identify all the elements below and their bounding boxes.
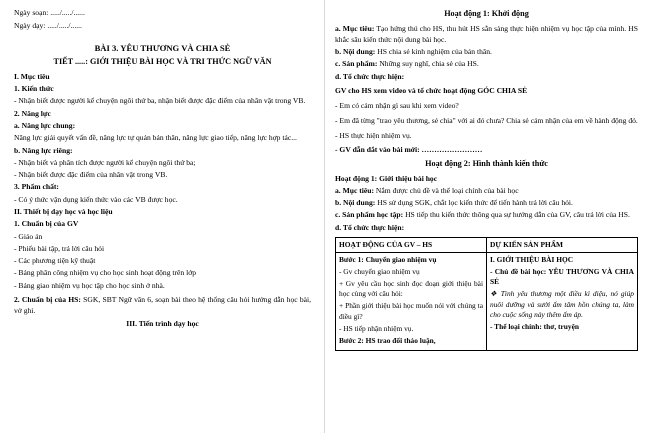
step1-heading: Bước 1: Chuyển giao nhiệm vụ (339, 254, 437, 264)
activity2-san-pham (335, 210, 638, 221)
product-line-3: - Thể loại chính: thơ, truyện (490, 322, 579, 332)
activity1-noi-dung (335, 47, 638, 58)
section-text-nang-luc-rieng-1: - Nhận biết và phân tích được người kể chuyện ngôi thứ ba; (14, 157, 196, 167)
table-row (336, 252, 638, 350)
section-heading-kien-thuc: 1. Kiến thức (14, 84, 54, 94)
activity2-title: Hoạt động 2: Hình thành kiến thức (425, 158, 548, 168)
table-cell-left (336, 252, 487, 350)
section-text-chuan-bi-gv-5: - Bảng giao nhiệm vụ học tập cho học sinh ở nhà. (14, 280, 165, 290)
activity2-subtitle: Hoạt động 1: Giới thiệu bài học (335, 173, 438, 183)
table-header-hoat-dong: HOẠT ĐỘNG CỦA GV – HS (336, 237, 487, 252)
activity1-body-1: GV cho HS xem video và tổ chức hoạt động GÓC CHIA SẺ (335, 86, 528, 96)
date-line-day: Ngày dạy: ...../...../...... (14, 20, 82, 30)
table-header-row (336, 237, 638, 252)
right-column (325, 0, 650, 433)
activity2-san-pham-text: HS tiếp thu kiến thức thông qua sự hướng dẫn của GV, câu trả lời của HS. (405, 210, 630, 220)
section-text-nang-luc-chung-1: Năng lực giải quyết vấn đề, năng lực tự quản bản thân, năng lực giao tiếp, năng lực hợp tác... (14, 133, 297, 143)
activity1-san-pham-label: c. Sản phẩm: (335, 59, 378, 69)
activity1-muc-tieu-text: Tạo hứng thú cho HS, thu hút HS sẵn sàng thực hiện nhiệm vụ học tập của mình. HS khắc sâu kiến thức nội dung bài học. (335, 23, 638, 44)
activity-table (335, 237, 638, 351)
activity2-noi-dung-label: b. Nội dung: (335, 198, 376, 208)
document-subtitle: TIẾT .....: GIỚI THIỆU BÀI HỌC VÀ TRI THỨC NGỮ VĂN (53, 57, 272, 67)
activity2-muc-tieu-text: Nắm được chủ đề và thể loại chính của bài học (375, 185, 519, 195)
section-text-pham-chat-1: - Có ý thức vận dụng kiến thức vào các VB được học. (14, 194, 178, 204)
product-line-1: - Chủ đề bài học: YÊU THƯƠNG VÀ CHIA SẺ (490, 266, 634, 287)
activity1-body-4: - HS thực hiện nhiệm vụ. (335, 130, 412, 140)
step2-heading: Bước 2: HS trao đổi thảo luận, (339, 335, 436, 345)
section-heading-tien-trinh: III. Tiến trình dạy học (126, 318, 199, 328)
activity2-muc-tieu (335, 186, 638, 197)
activity2-to-chuc-label: d. Tổ chức thực hiện: (335, 222, 405, 232)
section-heading-nang-luc-rieng: b. Năng lực riêng: (14, 145, 73, 155)
table-cell-right (487, 252, 638, 350)
activity2-noi-dung (335, 198, 638, 209)
section-heading-nang-luc-chung: a. Năng lực chung: (14, 121, 76, 131)
activity1-noi-dung-label: b. Nội dung: (335, 46, 376, 56)
section-heading-thiet-bi: II. Thiết bị dạy học và học liệu (14, 207, 113, 216)
product-line-2: ❖ Tình yêu thương một điều kì diệu, nó giúp nuôi dưỡng và sưởi ấm tâm hồn chúng ta, làm cho cuộc sống này thêm ấm áp. (490, 289, 634, 320)
step1-line-3: + Phần giới thiệu bài học muốn nói với chúng ta điều gì? (339, 301, 483, 321)
date-line-soan: Ngày soạn: ...../...../...... (14, 8, 85, 17)
activity1-body-3: - Em đã từng "trao yêu thương, sẻ chia" với ai đó chưa? Chia sẻ cảm nhận của em về hành động đó. (335, 115, 638, 125)
step1-line-2: + Gv yêu cầu học sinh đọc đoạn giới thiệu bài học cùng với câu hỏi: (339, 278, 483, 299)
section-text-kien-thuc-1: - Nhận biết được người kể chuyện ngôi thứ ba, nhận biết được đặc điểm của nhân vật trong VB. (14, 96, 306, 106)
activity2-noi-dung-text: HS sử dụng SGK, chắt lọc kiến thức để tiến hành trả lời câu hỏi. (377, 198, 573, 208)
activity1-to-chuc-label: d. Tổ chức thực hiện: (335, 71, 405, 81)
activity1-body-2: - Em có cảm nhận gì sau khi xem video? (335, 101, 459, 111)
activity1-title: Hoạt động 1: Khởi động (444, 9, 529, 18)
product-heading: I. GIỚI THIỆU BÀI HỌC (490, 254, 574, 264)
activity1-noi-dung-text: HS chia sẻ kinh nghiệm của bản thân. (377, 46, 492, 56)
section-heading-chuan-bi-gv: 1. Chuẩn bị của GV (14, 219, 79, 229)
section-heading-pham-chat: 3. Phẩm chất: (14, 182, 59, 192)
activity1-muc-tieu-label: a. Mục tiêu: (335, 23, 375, 33)
activity1-san-pham (335, 59, 638, 70)
activity1-muc-tieu (335, 24, 638, 46)
section-chuan-bi-hs (14, 295, 311, 317)
activity2-san-pham-label: c. Sản phẩm học tập: (335, 210, 404, 220)
step1-line-1: - Gv chuyển giao nhiệm vụ (339, 266, 420, 276)
document-title: BÀI 3. YÊU THƯƠNG VÀ CHIA SẺ (94, 42, 231, 53)
section-text-chuan-bi-gv-3: - Các phương tiện kỹ thuật (14, 256, 96, 266)
section-text-chuan-bi-gv-1: - Giáo án (14, 231, 43, 241)
section-text-nang-luc-rieng-2: - Nhận biết được đặc điểm của nhân vật trong VB. (14, 170, 168, 180)
section-text-chuan-bi-gv-2: - Phiếu bài tập, trả lời câu hỏi (14, 243, 105, 253)
activity1-body-5: - GV dẫn dắt vào bài mới: …………………… (335, 145, 483, 155)
section-text-chuan-bi-hs: SGK, SBT Ngữ văn 6, soạn bài theo hệ thống câu hỏi hướng dẫn học bài, vở ghi. (14, 295, 312, 316)
activity1-san-pham-text: Những suy nghĩ, chia sẻ của HS. (379, 59, 479, 69)
table-header-san-pham: DỰ KIẾN SẢN PHẨM (487, 237, 638, 252)
section-heading-chuan-bi-hs: 2. Chuẩn bị của HS: (14, 295, 81, 305)
section-text-chuan-bi-gv-4: - Bảng phân công nhiệm vụ cho học sinh hoạt động trên lớp (14, 268, 197, 278)
section-heading-nang-luc: 2. Năng lực (14, 108, 51, 118)
step1-line-4: - HS tiếp nhận nhiệm vụ. (339, 323, 414, 333)
section-heading-muc-tieu: I. Mục tiêu (14, 71, 50, 81)
activity2-muc-tieu-label: a. Mục tiêu: (335, 185, 375, 195)
